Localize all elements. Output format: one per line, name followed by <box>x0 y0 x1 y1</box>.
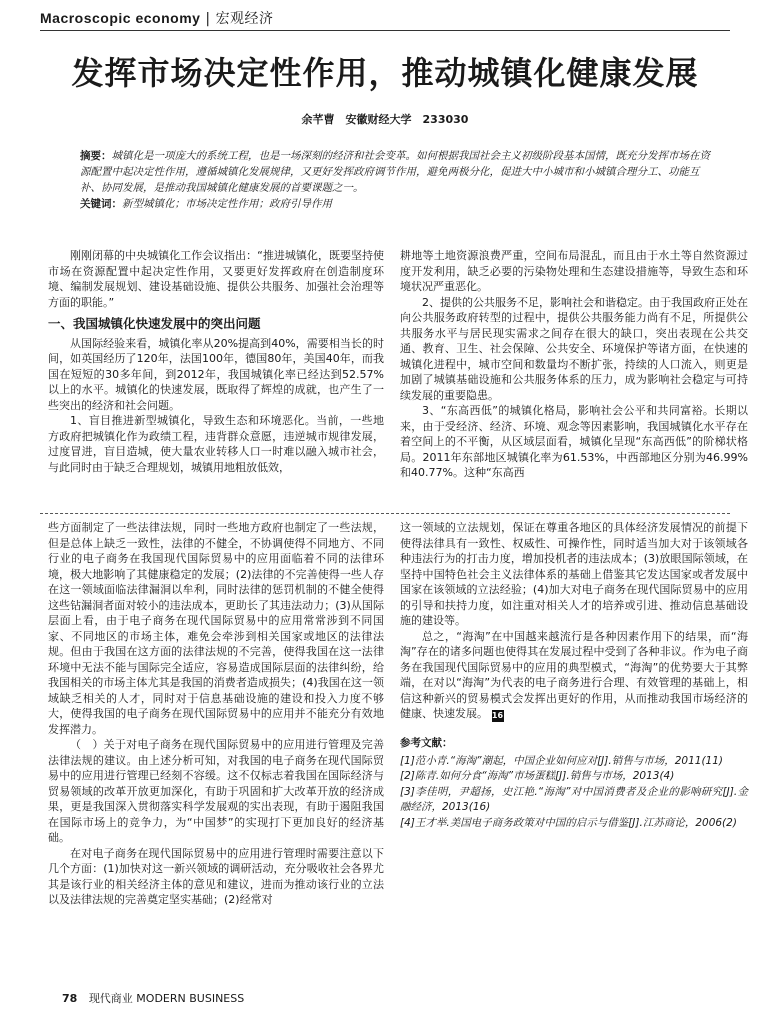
references <box>400 736 748 831</box>
reference-item: [1]范小青.“海淘”潮起，中国企业如何应对[J].销售与市场，2011(11) <box>400 754 723 767</box>
abstract-label: 摘要： <box>80 150 112 162</box>
abstract-text: 城镇化是一项庞大的系统工程，也是一场深刻的经济和社会变革。如何根据我国社会主义初级阶段基本国情，既充分发挥市场在资源配置中起决定性作用，遵循城镇化发展规律，又更好发挥政府调节作用，避免两极分化，促进大中小城市和小城镇合理分工、功能互补、协同发展，是推动我国城镇化健康发展的首要课题之一。 <box>80 150 710 194</box>
end-mark-icon: 16 <box>491 711 504 720</box>
running-header <box>40 8 274 28</box>
intro-paragraph: 刚刚闭幕的中央城镇化工作会议指出：“推进城镇化，既要坚持使市场在资源配置中起决定性作用，又要更好发挥政府在创造制度环境、编制发展规划、建设基础设施、提供公共服务、加强社会治理等方面的职能。” <box>48 249 384 309</box>
paragraph: 这一领域的立法规划，保证在尊重各地区的具体经济发展情况的前提下使得法律具有一致性、权威性、可操作性，同时适当加大对于该领域各种违法行为的打击力度，增加投机者的违法成本；(3)放眼国际领域，在坚持中国特色社会主义法律体系的基础上借鉴其它发达国家或者发展中国家在该领域的立法经验；(4)加大对电子商务在现代国际贸易中的应用的引导和扶持力度，如注重对相关人才的培养或引进、推动信息基础设施的建设等。 <box>400 521 748 627</box>
header-english: Macroscopic economy <box>40 10 201 26</box>
body-column-top-right <box>400 248 748 481</box>
article-divider <box>40 513 730 514</box>
reference-item: [4]王才举.美国电子商务政策对中国的启示与借鉴[J].江苏商论，2006(2) <box>400 816 737 829</box>
page-number: 78 <box>62 992 78 1005</box>
conclusion-paragraph <box>400 629 748 723</box>
conclusion-text: 总之，“海淘”在中国越来越流行是各种因素作用下的结果，而“海淘”存在的诸多问题也使得其在发展过程中受到了各种非议。作为电子商务在我国现代国际贸易中的应用的典型模式，“海淘”的优势要大于其弊端，在对以“海淘”为代表的电子商务进行合理、有效管理的基础上，相信这种新兴的贸易模式会发挥出更好的作用，从而推动我国市场经济的健康、快速发展。 <box>400 629 748 720</box>
references-title: 参考文献： <box>400 737 453 749</box>
paragraph: 3、“东高西低”的城镇化格局，影响社会公平和共同富裕。长期以来，由于受经济、经济、环境、观念等因素影响，我国城镇化水平存在着空间上的不平衡，从区域层面看，城镇化呈现“东高西低”的阶梯状格局。2011年东部地区城镇化率为61.53%，中西部地区分别为46.99%和40.77%。这种“东高西 <box>400 404 748 479</box>
paragraph: 从国际经验来看，城镇化率从20%提高到40%，需要相当长的时间，如英国经历了120年，法国100年，德国80年，美国40年，而我国在短短的30多年间，到2012年，我国城镇化率已经达到52.57%以上的水平。城镇化的快速发展，既取得了辉煌的成就，也产生了一些突出的经济和社会问题。 <box>48 336 384 412</box>
paragraph: 2、提供的公共服务不足，影响社会和谐稳定。由于我国政府正处在向公共服务政府转型的过程中，提供公共服务能力尚有不足，所提供公共服务水平与居民现实需求之间存在很大的缺口，突出表现在公共交通、教育、卫生、社会保障、公共安全、环境保护等诸方面，在快速的城镇化进程中，城市空间和数量均不断扩张，持续的人口流入，则更是加剧了城镇基础设施和公共服务体系的压力，成为影响社会稳定与可持续发展的重要隐患。 <box>400 295 748 402</box>
page-footer <box>62 990 244 1006</box>
keywords-text: 新型城镇化；市场决定性作用；政府引导作用 <box>122 198 332 210</box>
paragraph: 些方面制定了一些法律法规，同时一些地方政府也制定了一些法规，但是总体上缺乏一致性，法律的不健全，不协调使得不同地方、不同行业的电子商务在我国现代国际贸易中的应用面临着不同的法律环境，极大地影响了其健康稳定的发展；(2)法律的不完善使得一些人存在这一领域面临法律漏洞以牟利，同时法律的惩罚机制的不健全使得这些钻漏洞者面对较小的违法成本，更助长了其违法动力；(3)从国际层面上看，由于电子商务在现代国际贸易中的应用常常涉到不同国家、不同地区的市场主体，难免会牵涉到相关国家或地区的法律法规。但由于我国在这方面的法律法规的不完善，使得我国在这一法律环境中无法不能与国际完全适应，容易造成国际层面的法律纠纷，给我国相关的市场主体尤其是我国的消费者造成损失；(4)我国在这一领域缺乏相关的人才，同时对于信息基础设施的建设和投入力度不够大，使得我国的电子商务在现代国际贸易中的应用并不能充分有效地发挥潜力。 <box>48 521 384 736</box>
keywords-label: 关键词： <box>80 198 122 210</box>
body-column-bottom-right <box>400 520 748 831</box>
abstract-block <box>80 148 710 212</box>
body-column-bottom-left <box>48 520 384 908</box>
paragraph: 耕地等土地资源浪费严重，空间布局混乱，而且由于水土等自然资源过度开发利用，缺乏必要的污染物处理和生态建设措施等，导致生态和环境状况严重恶化。 <box>400 249 748 293</box>
paragraph: 在对电子商务在现代国际贸易中的应用进行管理时需要注意以下几个方面：(1)加快对这一新兴领域的调研活动，充分吸收社会各界尤其是该行业的相关经济主体的意见和建议，进而为推动该行业的立法以及法律法规的完善奠定坚实基础；(2)经常对 <box>48 846 384 906</box>
header-separator: | <box>205 11 211 27</box>
paragraph: （ ）关于对电子商务在现代国际贸易中的应用进行管理及完善法律法规的建议。由上述分析可知，对我国的电子商务在现代国际贸易中的应用进行管理已经刻不容缓。这不仅标志着我国在国际经济与贸易领域的改革开放更加深化，有助于巩固和扩大改革开放的经济成果，更是我国深入贯彻落实科学发展观的实出表现，有助于遏阻我国在国际市场上的竞争力，为“中国梦”的实现打下更加良好的经济基础。 <box>48 738 384 844</box>
body-column-top-left <box>48 248 384 475</box>
section-heading-1: 一、我国城镇化快速发展中的突出问题 <box>48 316 261 331</box>
journal-name: 现代商业 MODERN BUSINESS <box>88 992 245 1005</box>
header-chinese: 宏观经济 <box>215 11 274 27</box>
reference-item: [2]陈青.如何分食“海淘”市场蛋糕[J].销售与市场，2013(4) <box>400 770 675 782</box>
author-line: 余芊曹 安徽财经大学 233030 <box>301 113 469 126</box>
header-rule <box>40 30 730 31</box>
article-title: 发挥市场决定性作用，推动城镇化健康发展 <box>71 54 699 92</box>
paragraph: 1、盲目推进新型城镇化，导致生态和环境恶化。当前，一些地方政府把城镇化作为政绩工程，违背群众意愿，违逆城市规律发展，过度冒进，盲目造城，使大量农业转移人口一时难以融入城市社会，与此同时由于缺乏合理规划，城镇用地粗放低效， <box>48 414 384 474</box>
reference-item: [3]李佳明，尹超扬，史江艳.“海淘”对中国消费者及企业的影响研究[J].金融经济，2013(16) <box>400 785 748 813</box>
